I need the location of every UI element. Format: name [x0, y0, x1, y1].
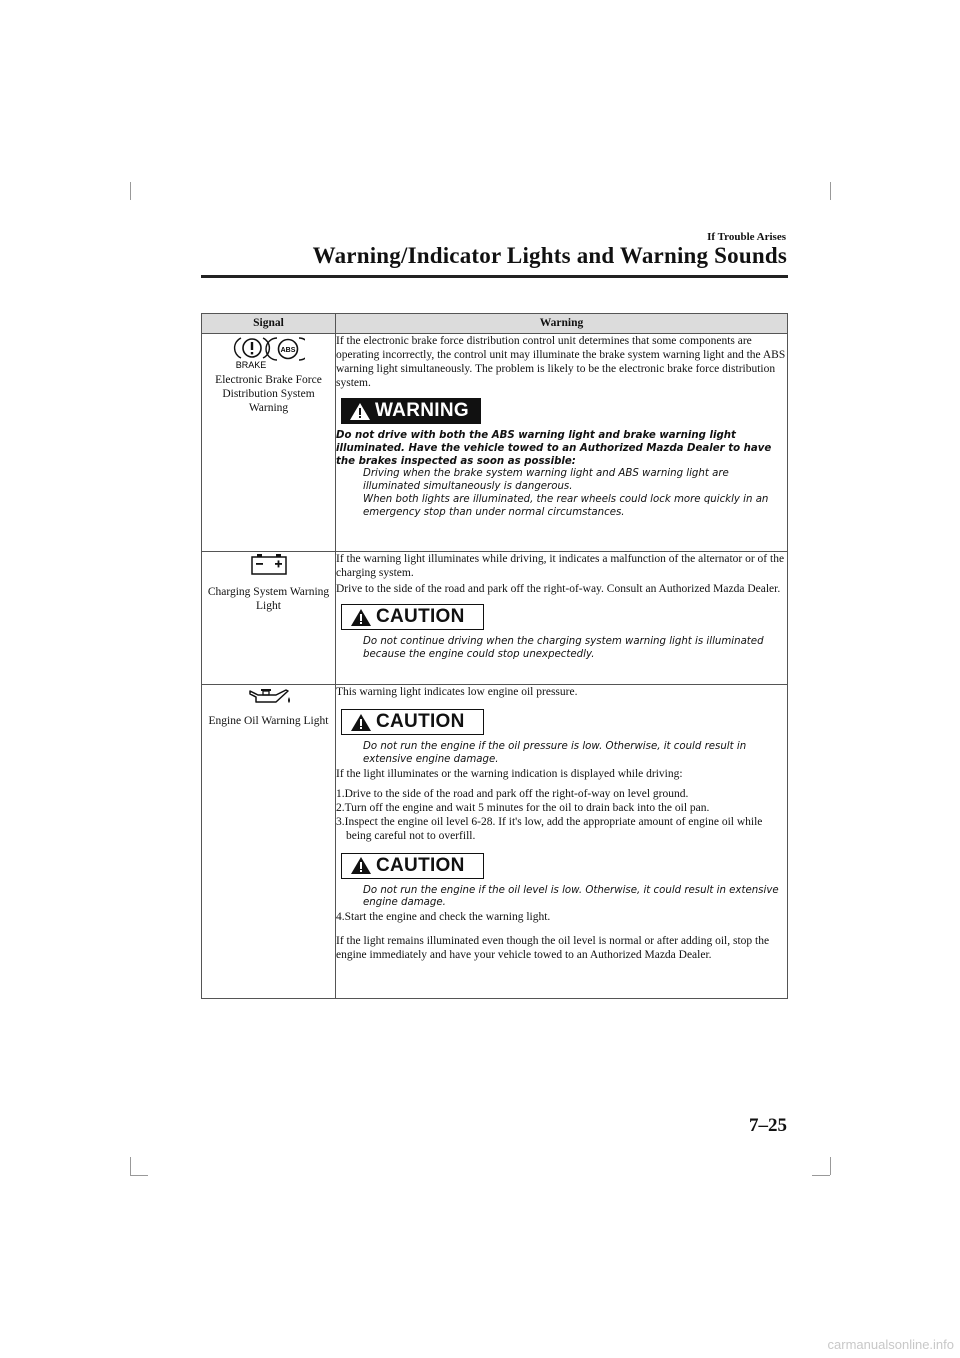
table-row [202, 334, 788, 552]
table-row [202, 552, 788, 685]
procedure-step: 4.Start the engine and check the warning light. [336, 911, 551, 924]
signal-cell [202, 552, 336, 685]
warning-cell [336, 334, 788, 552]
header-rule [201, 275, 788, 278]
battery-icon [249, 552, 289, 576]
procedure-step: 2.Turn off the engine and wait 5 minutes for the oil to drain back into the oil pan. [336, 801, 710, 814]
alert-triangle-icon [349, 402, 371, 421]
table-header-row [202, 314, 788, 334]
warning-note: When both lights are illuminated, the rear wheels could lock more quickly in an emergency stop than under normal circumstances. [363, 493, 769, 518]
svg-text:ABS: ABS [280, 347, 295, 354]
warning-note: Driving when the brake system warning light and ABS warning light are illuminated simultaneously is dangerous. [363, 468, 729, 493]
signal-label: Engine Oil Warning Light [208, 715, 329, 728]
signal-cell [202, 685, 336, 999]
warning-column-header: Warning [336, 314, 788, 334]
signal-label: Charging System Warning Light [207, 586, 330, 612]
alert-triangle-icon [350, 608, 372, 627]
crop-mark [830, 182, 831, 200]
alert-triangle-icon [350, 856, 372, 875]
warning-badge-label: WARNING [375, 400, 469, 422]
watermark: carmanualsonline.info [827, 1337, 954, 1352]
page-number: 7–25 [749, 1115, 787, 1136]
crop-mark [130, 182, 131, 200]
signal-label: Electronic Brake Force Distribution System Warning [215, 374, 322, 414]
warning-text: If the electronic brake force distribution control unit determines that some components are operating incorrectly, the control unit may illuminate the brake system warning light and the ABS warning light simultaneously. The problem is likely to be the electronic brake force distribution system. [336, 335, 786, 390]
alert-triangle-icon [350, 713, 372, 732]
crop-mark [812, 1175, 830, 1176]
warning-cell [336, 552, 788, 685]
signal-column-header: Signal [202, 314, 336, 334]
brake-abs-icon [233, 334, 305, 370]
warning-cell [336, 685, 788, 999]
warning-text: This warning light indicates low engine oil pressure. [336, 686, 578, 698]
caution-note: Do not continue driving when the charging system warning light is illuminated because the engine could stop unexpectedly. [363, 636, 764, 660]
warning-badge [341, 398, 481, 424]
svg-text:BRAKE: BRAKE [235, 360, 266, 370]
table-row [202, 685, 788, 999]
chapter-title: Warning/Indicator Lights and Warning Sounds [312, 243, 787, 268]
crop-mark [830, 1157, 831, 1175]
warning-bold-text: Do not drive with both the ABS warning light and brake warning light illuminated. Have the vehicle towed to an Authorized Mazda Dealer to have the brakes inspected as soon as possible: [336, 430, 772, 467]
procedure-step: 1.Drive to the side of the road and park off the right-of-way on level ground. [336, 787, 689, 800]
caution-note: Do not run the engine if the oil level is low. Otherwise, it could result in extensive engine damage. [363, 884, 779, 909]
warning-text: Drive to the side of the road and park off the right-of-way. Consult an Authorized Mazda Dealer. [336, 583, 781, 596]
warning-text: If the light illuminates or the warning indication is displayed while driving: [336, 767, 683, 780]
oil-can-icon [246, 685, 292, 707]
crop-mark [130, 1157, 131, 1175]
signal-cell [202, 334, 336, 552]
warning-text: If the warning light illuminates while driving, it indicates a malfunction of the alternator or of the charging system. [336, 553, 785, 580]
caution-badge-label: CAUTION [376, 711, 465, 733]
caution-badge [341, 709, 484, 735]
crop-mark [130, 1175, 148, 1176]
warning-text: If the light remains illuminated even though the oil level is normal or after adding oil, stop the engine immediately and have your vehicle towed to an Authorized Mazda Dealer. [336, 935, 770, 962]
caution-note: Do not run the engine if the oil pressure is low. Otherwise, it could result in extensive engine damage. [363, 741, 747, 765]
section-title: If Trouble Arises [707, 231, 786, 243]
caution-badge [341, 604, 484, 630]
caution-badge-label: CAUTION [376, 855, 465, 876]
procedure-step: 3.Inspect the engine oil level 6-28. If it's low, add the appropriate amount of engine oil while being careful not to overfill. [336, 815, 763, 842]
caution-badge [341, 853, 484, 879]
caution-badge-label: CAUTION [376, 606, 465, 628]
warning-lights-table [201, 313, 788, 999]
